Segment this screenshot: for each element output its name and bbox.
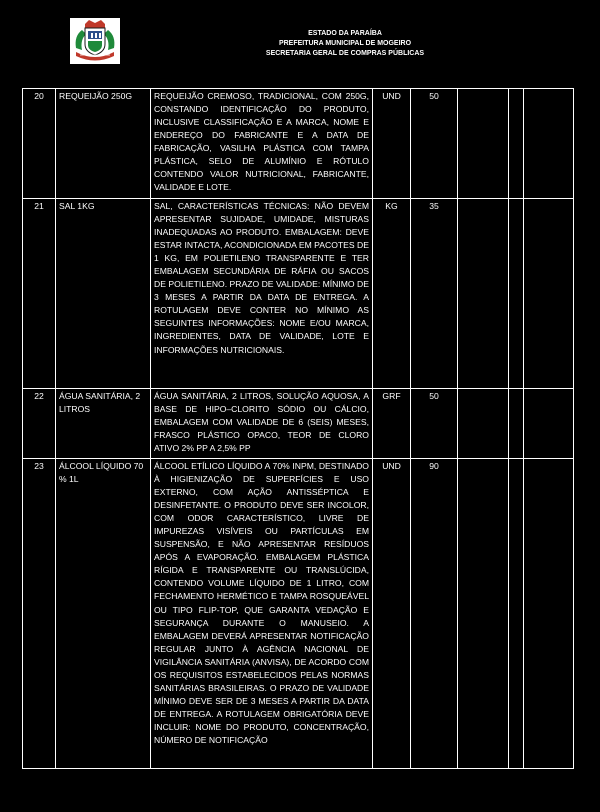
empty-cell <box>509 89 524 199</box>
item-number: 20 <box>23 89 56 199</box>
item-name: REQUEIJÃO 250G <box>56 89 151 199</box>
empty-cell <box>458 389 509 459</box>
item-unit: KG <box>373 199 411 389</box>
item-quantity: 90 <box>411 459 458 769</box>
item-description: ÁGUA SANITÁRIA, 2 LITROS, SOLUÇÃO AQUOSA, A BASE DE HIPO–CLORITO SÓDIO OU CÁLCIO, EMBALAGEM COM VALIDADE DE 6 (SEIS) MESES, FRASCO PLÁSTICO OPACO, TEOR DE CLORO ATIVO 2% PP A 2,5% PP <box>151 389 373 459</box>
item-number: 21 <box>23 199 56 389</box>
municipal-coat-of-arms-icon <box>70 18 120 64</box>
header-state: ESTADO DA PARAÍBA <box>308 30 382 37</box>
item-number: 22 <box>23 389 56 459</box>
item-unit: UND <box>373 89 411 199</box>
item-quantity: 50 <box>411 89 458 199</box>
item-quantity: 35 <box>411 199 458 389</box>
item-quantity: 50 <box>411 389 458 459</box>
item-name: SAL 1KG <box>56 199 151 389</box>
empty-cell <box>524 89 574 199</box>
empty-cell <box>458 89 509 199</box>
empty-cell <box>458 459 509 769</box>
empty-cell <box>509 199 524 389</box>
item-unit: UND <box>373 459 411 769</box>
table-row <box>23 199 574 389</box>
table-row <box>23 389 574 459</box>
empty-cell <box>458 199 509 389</box>
document-header <box>130 29 560 59</box>
table-row <box>23 459 574 769</box>
empty-cell <box>509 459 524 769</box>
item-description: ÁLCOOL ETÍLICO LÍQUIDO A 70% INPM, DESTINADO À HIGIENIZAÇÃO DE SUPERFÍCIES E USO EXTERNO, COM AÇÃO ANTISSÉPTICA E DESINFETANTE. O PRODUTO DEVE SER INCOLOR, COM ODOR CARACTERÍSTICO, LIVRE DE IMPUREZAS VISÍVEIS OU PARTÍCULAS EM SUSPENSÃO, E NÃO APRESENTAR RESÍDUOS APÓS A EVAPORAÇÃO. EMBALAGEM PLÁSTICA RÍGIDA E TRANSPARENTE OU TRANSLÚCIDA, CONTENDO VOLUME LÍQUIDO DE 1 LITRO, COM FECHAMENTO HERMÉTICO E TAMPA ROSQUEÁVEL OU TIPO FLIP-TOP, QUE GARANTA VEDAÇÃO E SEGURANÇA DURANTE O MANUSEIO. A EMBALAGEM DEVERÁ APRESENTAR NOTIFICAÇÃO REGULAR JUNTO À AGÊNCIA NACIONAL DE VIGILÂNCIA SANITÁRIA (ANVISA), DE ACORDO COM OS REQUISITOS ESTABELECIDOS PELAS NORMAS SANITÁRIAS BRASILEIRAS. O PRAZO DE VALIDADE MÍNIMO DEVE SER DE 3 MESES A PARTIR DA DATA DE ENTREGA. A ROTULAGEM OBRIGATÓRIA DEVE INCLUIR: NOME DO PRODUTO, CONCENTRAÇÃO, NÚMERO DE NOTIFICAÇÃO <box>151 459 373 769</box>
empty-cell <box>524 459 574 769</box>
item-name: ÁGUA SANITÁRIA, 2 LITROS <box>56 389 151 459</box>
empty-cell <box>509 389 524 459</box>
table-row <box>23 89 574 199</box>
item-description: REQUEIJÃO CREMOSO, TRADICIONAL, COM 250G, CONSTANDO IDENTIFICAÇÃO DO PRODUTO, INCLUSIVE CLASSIFICAÇÃO E A MARCA, NOME E ENDEREÇO DO FABRICANTE E A DATA DE FABRICAÇÃO, VASILHA PLÁSTICA COM TAMPA PLÁSTICA, SELO DE ALUMÍNIO E RÓTULO CONTENDO VALOR NUTRICIONAL, FABRICANTE, VALIDADE E LOTE. <box>151 89 373 199</box>
item-unit: GRF <box>373 389 411 459</box>
items-table <box>22 88 574 769</box>
empty-cell <box>524 389 574 459</box>
header-prefecture: PREFEITURA MUNICIPAL DE MOGEIRO <box>278 40 412 47</box>
empty-cell <box>524 199 574 389</box>
item-name: ÁLCOOL LÍQUIDO 70 % 1L <box>56 459 151 769</box>
header-secretariat: SECRETARIA GERAL DE COMPRAS PÚBLICAS <box>265 50 425 57</box>
item-description: SAL, CARACTERÍSTICAS TÉCNICAS: NÃO DEVEM APRESENTAR SUJIDADE, UMIDADE, MISTURAS INADEQUADAS AO PRODUTO. EMBALAGEM: DEVE ESTAR INTACTA, ACONDICIONADA EM PACOTES DE 1 KG, EM POLIETILENO TRANSPARENTE E TER EMBALAGEM SECUNDÁRIA DE RÁFIA OU SACOS DE POLIETILENO. PRAZO DE VALIDADE: MÍNIMO DE 3 MESES A PARTIR DA DATA DE ENTREGA. A ROTULAGEM DEVE CONTER NO MÍNIMO AS SEGUINTES INFORMAÇÕES: NOME E/OU MARCA, INGREDIENTES, DATA DE VALIDADE, LOTE E INFORMAÇÕES NUTRICIONAIS. <box>151 199 373 389</box>
item-number: 23 <box>23 459 56 769</box>
